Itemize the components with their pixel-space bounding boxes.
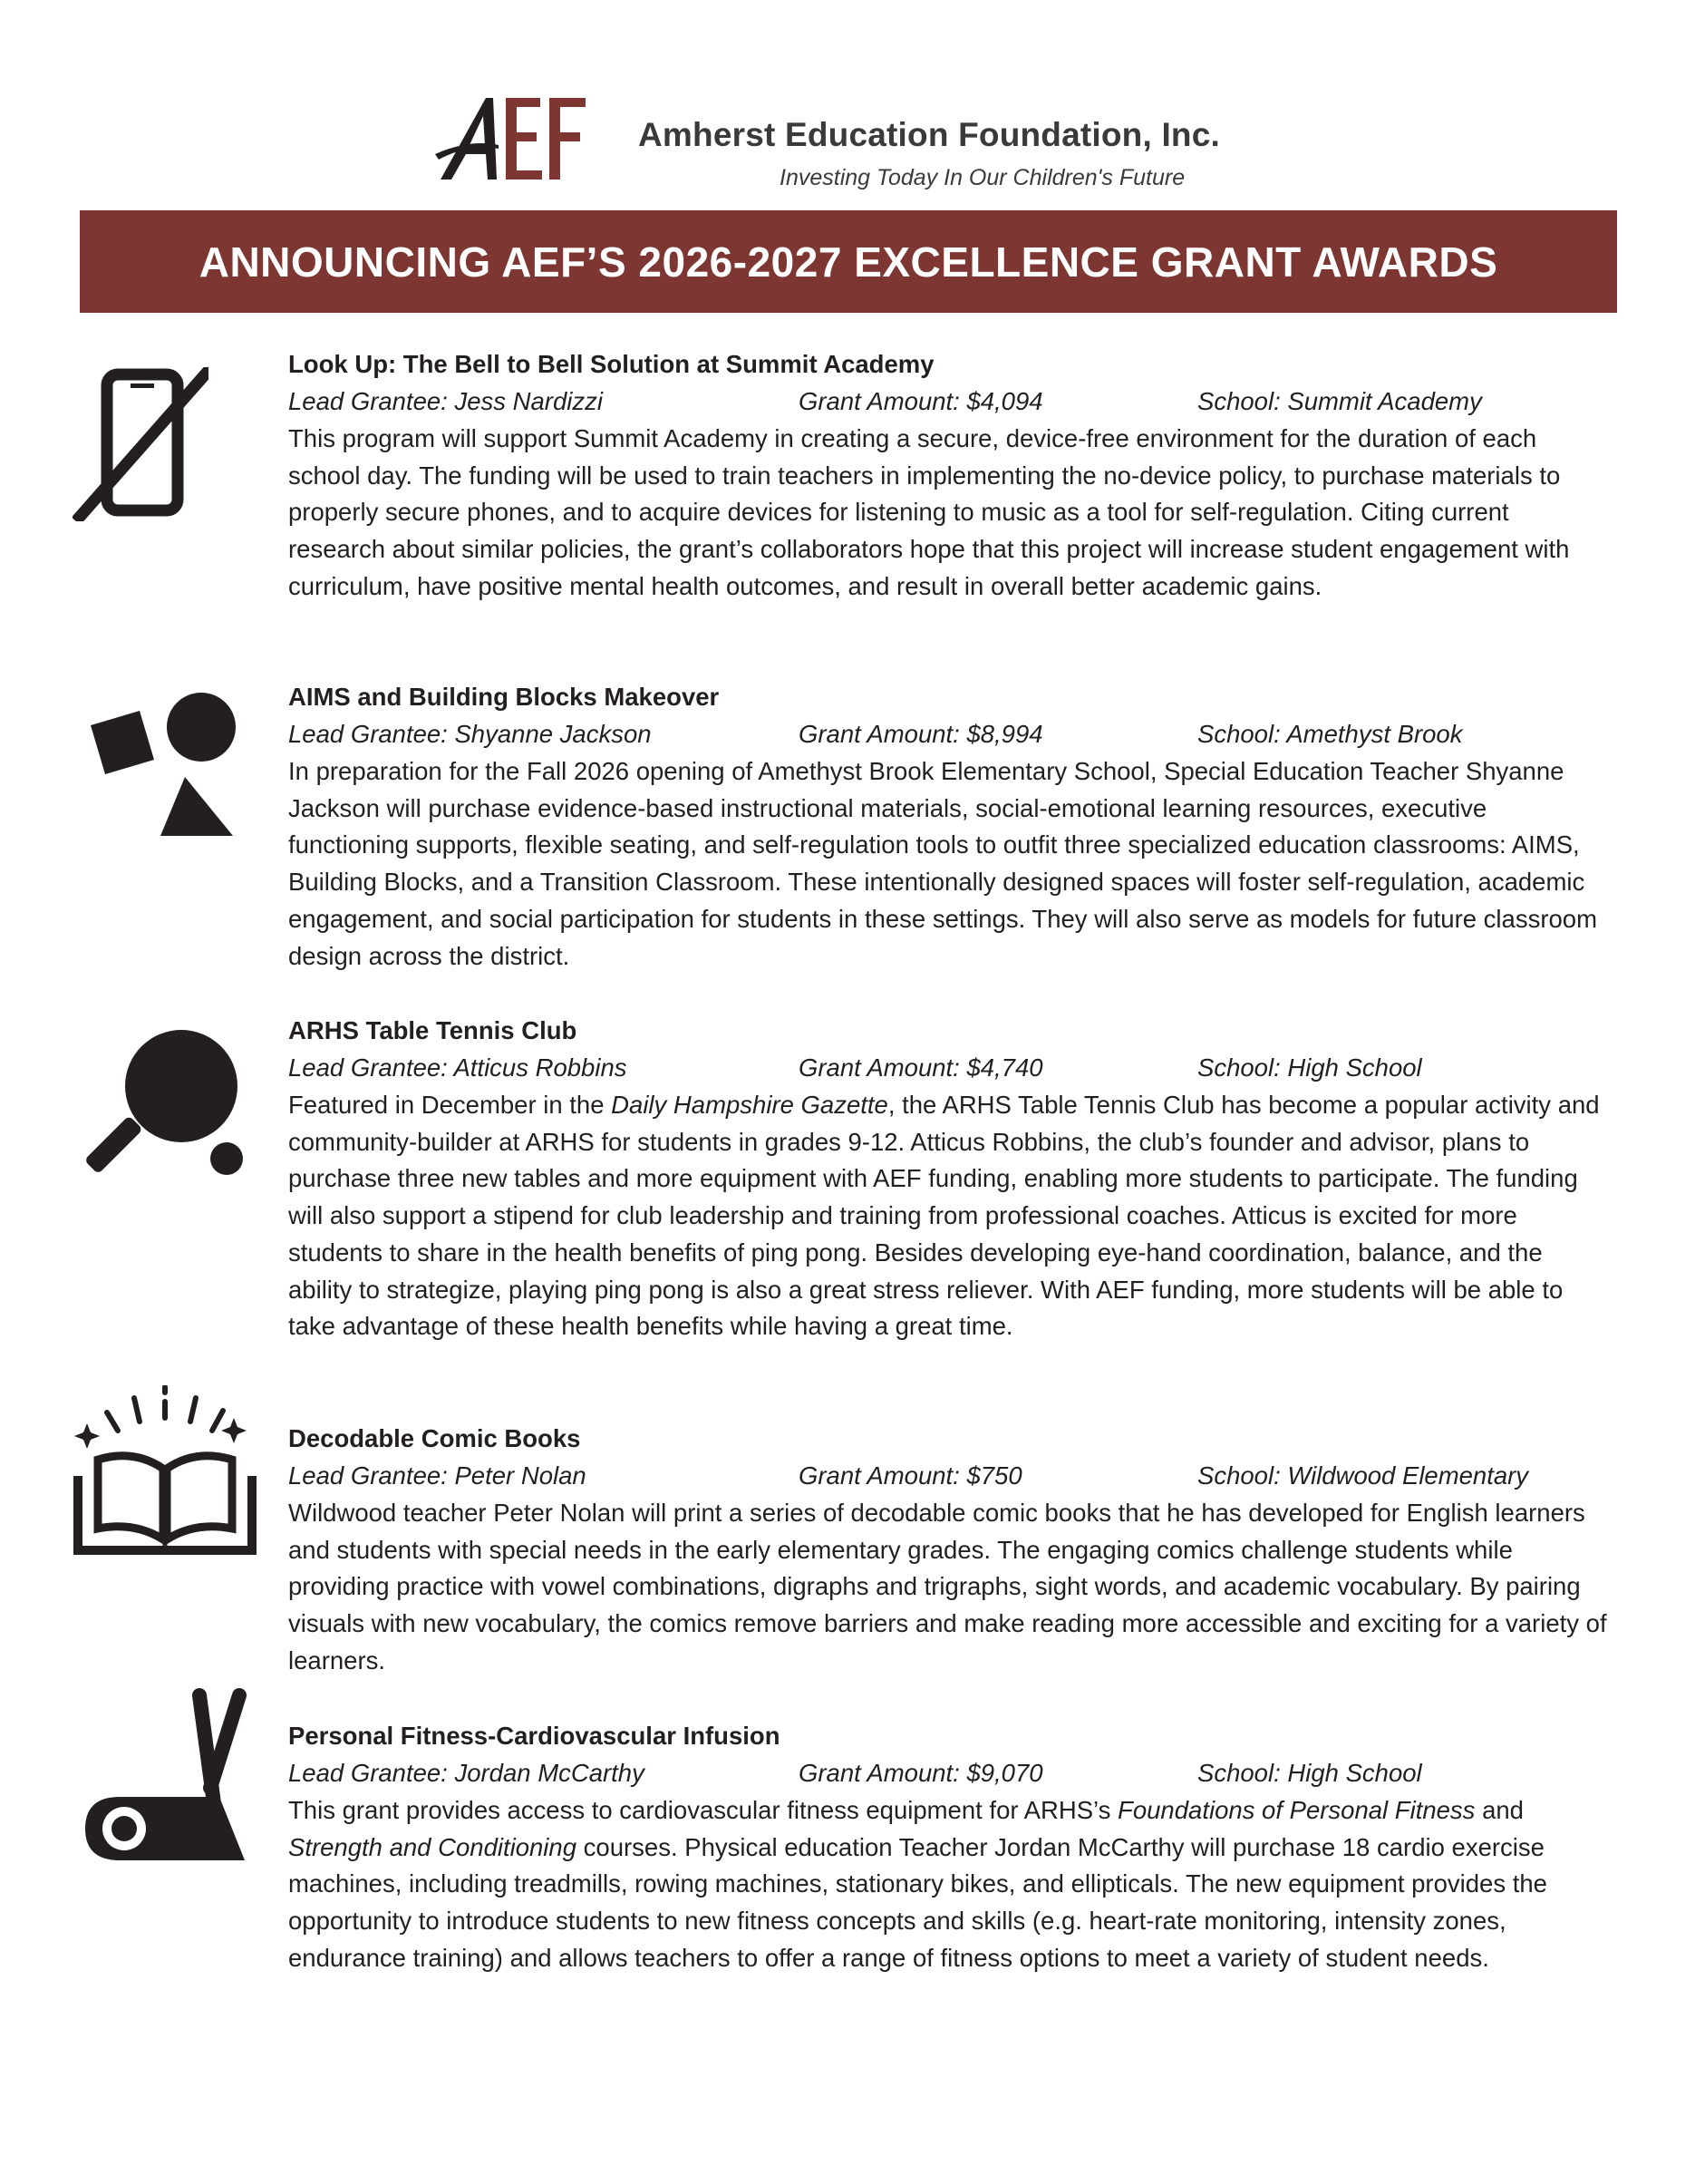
- grant-amount: Grant Amount: $750: [799, 1461, 1022, 1490]
- grant-amount: Grant Amount: $4,740: [799, 1053, 1043, 1082]
- grant-school: School: Summit Academy: [1197, 387, 1482, 415]
- header: [433, 89, 1249, 198]
- grant-entry: [288, 1421, 1612, 1680]
- grant-amount: Grant Amount: $8,994: [799, 720, 1043, 748]
- ping-pong-icon: [83, 1023, 256, 1195]
- lead-grantee: Lead Grantee: Peter Nolan: [288, 1461, 586, 1490]
- grant-meta: [288, 1458, 1612, 1495]
- grant-meta: [288, 1755, 1612, 1792]
- grant-description: This program will support Summit Academy in creating a secure, device-free environment for the duration of each school day. The funding will be used to train teachers in implementing the no-device policy, to purchase materials to properly secure phones, and to acquire devices for listening to music as a tool for self-regulation. Citing current research about similar policies, the grant’s collaborators hope that this project will increase student engagement with curriculum, have positive mental health outcomes, and result in overall better academic gains.: [288, 424, 1570, 600]
- grant-title: ARHS Table Tennis Club: [288, 1016, 577, 1044]
- tagline: Investing Today In Our Children's Future: [780, 165, 1186, 190]
- grant-school: School: Wildwood Elementary: [1197, 1461, 1529, 1490]
- no-phone-icon: [73, 367, 208, 521]
- grant-title: AIMS and Building Blocks Makeover: [288, 683, 720, 711]
- grant-description: This grant provides access to cardiovascular fitness equipment for ARHS’s Foundations of Personal Fitness and Strength and Conditioning courses. Physical education Teacher Jordan McCarthy will purchase 18 cardio exercise machines, including treadmills, rowing machines, stationary bikes, and ellipticals. The new equipment provides the opportunity to introduce students to new fitness concepts and skills (e.g. heart-rate monitoring, intensity zones, endurance training) and allows teachers to offer a range of fitness options to meet a variety of student needs.: [288, 1796, 1547, 1972]
- grant-amount: Grant Amount: $4,094: [799, 387, 1043, 415]
- title-banner: [80, 210, 1617, 313]
- grant-amount: Grant Amount: $9,070: [799, 1759, 1043, 1787]
- grant-meta: [288, 716, 1612, 753]
- open-book-icon: [71, 1385, 261, 1558]
- grant-title: Decodable Comic Books: [288, 1424, 581, 1452]
- grant-description: In preparation for the Fall 2026 opening of Amethyst Brook Elementary School, Special Education Teacher Shyanne Jackson will purchase evidence-based instructional materials, social-emotional learning resources, executive functioning supports, flexible seating, and self-regulation tools to outfit three specialized education classrooms: AIMS, Building Blocks, and a Transition Classroom. These intentionally designed spaces will foster self-regulation, academic engagement, and social participation for students in these settings. They will also serve as models for future classroom design across the district.: [288, 757, 1597, 970]
- grant-meta: [288, 1050, 1612, 1087]
- course-name: Foundations of Personal Fitness: [1118, 1796, 1476, 1824]
- grant-meta: [288, 383, 1612, 421]
- publication-name: Daily Hampshire Gazette: [611, 1091, 888, 1119]
- aef-logo: [433, 89, 615, 189]
- page-title: ANNOUNCING AEF’S 2026-2027 EXCELLENCE GRANT AWARDS: [199, 238, 1498, 286]
- grant-entry: [288, 679, 1612, 975]
- org-name: Amherst Education Foundation, Inc.: [638, 116, 1220, 153]
- lead-grantee: Lead Grantee: Jess Nardizzi: [288, 387, 603, 415]
- grant-description: Featured in December in the Daily Hampshire Gazette, the ARHS Table Tennis Club has become a popular activity and community-builder at ARHS for students in grades 9-12. Atticus Robbins, the club’s founder and advisor, plans to purchase three new tables and more equipment with AEF funding, enabling more students to participate. The funding will also support a stipend for club leadership and training from professional coaches. Atticus is excited for more students to share in the health benefits of ping pong. Besides developing eye-hand coordination, balance, and the ability to strategize, playing ping pong is also a great stress reliever. With AEF funding, more students will be able to take advantage of these health benefits while having a great time.: [288, 1091, 1600, 1341]
- elliptical-machine-icon: [83, 1688, 256, 1878]
- grant-title: Look Up: The Bell to Bell Solution at Summit Academy: [288, 350, 935, 378]
- lead-grantee: Lead Grantee: Jordan McCarthy: [288, 1759, 644, 1787]
- grant-school: School: High School: [1197, 1053, 1422, 1082]
- lead-grantee: Lead Grantee: Atticus Robbins: [288, 1053, 627, 1082]
- grant-school: School: High School: [1197, 1759, 1422, 1787]
- shapes-icon: [83, 691, 237, 840]
- grant-title: Personal Fitness-Cardiovascular Infusion: [288, 1722, 780, 1750]
- grant-entry: [288, 346, 1612, 606]
- grant-entry: [288, 1718, 1612, 1977]
- grant-entry: [288, 1013, 1612, 1345]
- grant-description: Wildwood teacher Peter Nolan will print a series of decodable comic books that he has developed for English learners and students with special needs in the early elementary grades. The engaging comics challenge students while providing practice with vowel combinations, digraphs and trigraphs, sight words, and academic vocabulary. By pairing visuals with new vocabulary, the comics remove barriers and make reading more accessible and exciting for a variety of learners.: [288, 1499, 1607, 1674]
- grant-school: School: Amethyst Brook: [1197, 720, 1463, 748]
- course-name: Strength and Conditioning: [288, 1832, 577, 1861]
- lead-grantee: Lead Grantee: Shyanne Jackson: [288, 720, 652, 748]
